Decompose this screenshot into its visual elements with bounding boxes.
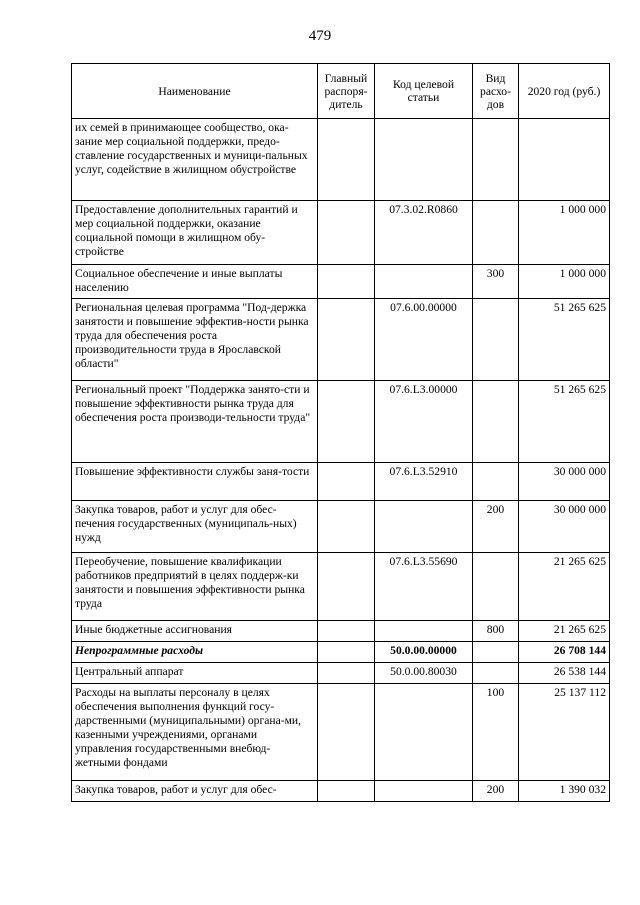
row-type-cell [473,642,519,663]
row-code-cell: 50.0.00.80030 [375,663,473,684]
row-name-cell: Закупка товаров, работ и услуг для обес- [72,781,318,802]
row-amount-cell: 51 265 625 [519,299,610,381]
row-amount-cell: 30 000 000 [519,463,610,501]
row-name-cell: Центральный аппарат [72,663,318,684]
table-row [72,299,610,381]
row-manager-cell [318,781,375,802]
row-name-cell: Непрограммные расходы [72,642,318,663]
row-manager-cell [318,684,375,781]
row-amount-cell: 26 538 144 [519,663,610,684]
row-amount-cell: 1 000 000 [519,265,610,299]
table-row [72,621,610,642]
row-code-cell: 07.6.L3.55690 [375,553,473,621]
row-type-cell [473,553,519,621]
row-type-cell [473,463,519,501]
header-target-code: Код целевой статьи [375,64,473,119]
row-manager-cell [318,119,375,201]
table-row [72,501,610,553]
row-amount-cell: 1 390 032 [519,781,610,802]
row-manager-cell [318,201,375,265]
row-amount-cell: 1 000 000 [519,201,610,265]
row-code-cell [375,265,473,299]
row-name-cell: Расходы на выплаты персоналу в целях обеспечения выполнения функций госу-дарственными (муниципальными) органа-ми, казенными учреждениями, органами управления государственными внебюд-жетными фондами [72,684,318,781]
row-amount-cell: 51 265 625 [519,381,610,463]
row-manager-cell [318,642,375,663]
row-name-cell: Переобучение, повышение квалификации работников предприятий в целях поддерж-ки занятости и повышения эффективности рынка труда [72,553,318,621]
row-type-cell: 100 [473,684,519,781]
row-amount-cell: 25 137 112 [519,684,610,781]
row-type-cell [473,299,519,381]
header-year-amount: 2020 год (руб.) [519,64,610,119]
row-code-cell: 07.6.L3.52910 [375,463,473,501]
row-manager-cell [318,621,375,642]
row-manager-cell [318,381,375,463]
row-amount-cell: 21 265 625 [519,553,610,621]
row-code-cell: 07.3.02.R0860 [375,201,473,265]
row-name-cell: Социальное обеспечение и иные выплаты населению [72,265,318,299]
page-number: 479 [308,28,332,44]
row-code-cell [375,119,473,201]
table-row [72,663,610,684]
row-type-cell [473,201,519,265]
budget-table [71,63,610,802]
row-type-cell: 800 [473,621,519,642]
row-name-cell: Повышение эффективности службы заня-тости [72,463,318,501]
table-body [72,119,610,802]
row-type-cell [473,119,519,201]
table-row [72,553,610,621]
table-row [72,684,610,781]
row-code-cell [375,501,473,553]
row-manager-cell [318,501,375,553]
row-name-cell: Закупка товаров, работ и услуг для обес-печения государственных (муниципаль-ных) нужд [72,501,318,553]
row-code-cell [375,781,473,802]
row-code-cell: 50.0.00.00000 [375,642,473,663]
row-code-cell [375,621,473,642]
row-amount-cell: 26 708 144 [519,642,610,663]
row-name-cell: их семей в принимающее сообщество, ока-зание мер социальной поддержки, предо-ставление государственных и муници-пальных услуг, содействие в жилищном обустройстве [72,119,318,201]
row-name-cell: Региональный проект "Поддержка занято-сти и повышение эффективности рынка труда для обеспечения роста производи-тельности труда" [72,381,318,463]
table-row [72,119,610,201]
row-manager-cell [318,265,375,299]
row-code-cell: 07.6.00.00000 [375,299,473,381]
table-row [72,381,610,463]
row-manager-cell [318,299,375,381]
table-row [72,201,610,265]
row-code-cell: 07.6.L3.00000 [375,381,473,463]
row-amount-cell: 30 000 000 [519,501,610,553]
table-header-row [72,64,610,119]
table-row [72,265,610,299]
row-name-cell: Региональная целевая программа "Под-держка занятости и повышение эффектив-ности рынка труда для обеспечения роста производительности труда в Ярославской области" [72,299,318,381]
row-code-cell [375,684,473,781]
row-amount-cell [519,119,610,201]
row-manager-cell [318,553,375,621]
row-type-cell [473,663,519,684]
row-name-cell: Предоставление дополнительных гарантий и мер социальной поддержки, оказание социальной помощи в жилищном обу-стройстве [72,201,318,265]
header-name: Наименование [72,64,318,119]
row-type-cell: 200 [473,501,519,553]
row-manager-cell [318,463,375,501]
row-type-cell: 300 [473,265,519,299]
row-manager-cell [318,663,375,684]
header-expense-type: Вид расхо-дов [473,64,519,119]
table-row [72,781,610,802]
row-type-cell [473,381,519,463]
table-row [72,463,610,501]
header-main-manager: Главный распоря-дитель [318,64,375,119]
table-row [72,642,610,663]
row-name-cell: Иные бюджетные ассигнования [72,621,318,642]
row-type-cell: 200 [473,781,519,802]
row-amount-cell: 21 265 625 [519,621,610,642]
